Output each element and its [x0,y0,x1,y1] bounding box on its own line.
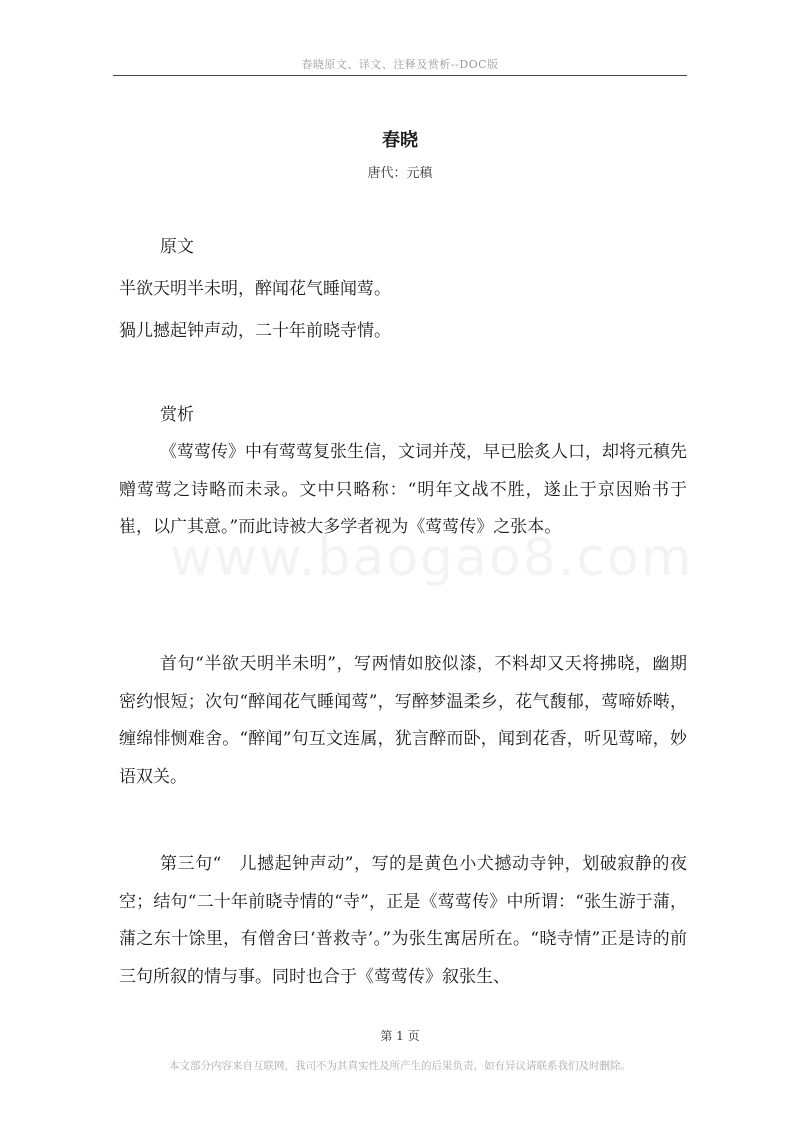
page-number: 第 1 页 [380,1029,420,1043]
footer-disclaimer: 本文部分内容来自互联网，我司不为其真实性及所产生的后果负责，如有异议请联系我们及时删除。 [169,1060,631,1072]
poem-author: 唐代：元稹 [367,166,433,181]
watermark [170,528,630,588]
poem-line-2: 猧儿撼起钟声动，二十年前晓寺情。 [119,321,391,341]
header-divider [113,75,687,76]
appreciation-heading: 赏析 [160,405,194,425]
appreciation-paragraph-2: 首句“半欲天明半未明”，写两情如胶似漆，不料却又天将拂晓，幽期密约恨短；次句“醉闻花气睡闻莺”，写醉梦温柔乡，花气馥郁，莺啼娇啭，缠绵悱恻难舍。“醉闻”句互文连属，犹言醉而卧，闻到花香，听见莺啼，妙语双关。 [119,654,687,787]
original-heading: 原文 [160,237,194,257]
poem-line-1: 半欲天明半未明，醉闻花气睡闻莺。 [119,279,391,299]
appreciation-paragraph-3: 第三句“ 儿撼起钟声动”，写的是黄色小犬撼动寺钟，划破寂静的夜空；结句“二十年前晓寺情的“寺”，正是《莺莺传》中所谓：“张生游于蒲，蒲之东十馀里，有僧舍曰‘普救寺’。”为张生寓居所在。“晓寺情”正是诗的前三句所叙的情与事。同时也合于《莺莺传》叙张生、 [119,854,687,987]
appreciation-paragraph-1: 《莺莺传》中有莺莺复张生信，文词并茂，早已脍炙人口，却将元稹先赠莺莺之诗略而未录。文中只略称：“明年文战不胜，遂止于京因贻书于崔，以广其意。”而此诗被大多学者视为《莺莺传》之张本。 [119,442,687,537]
poem-title: 春晓 [382,130,418,151]
running-header: 春晓原文、译文、注释及赏析--DOC版 [301,58,499,71]
